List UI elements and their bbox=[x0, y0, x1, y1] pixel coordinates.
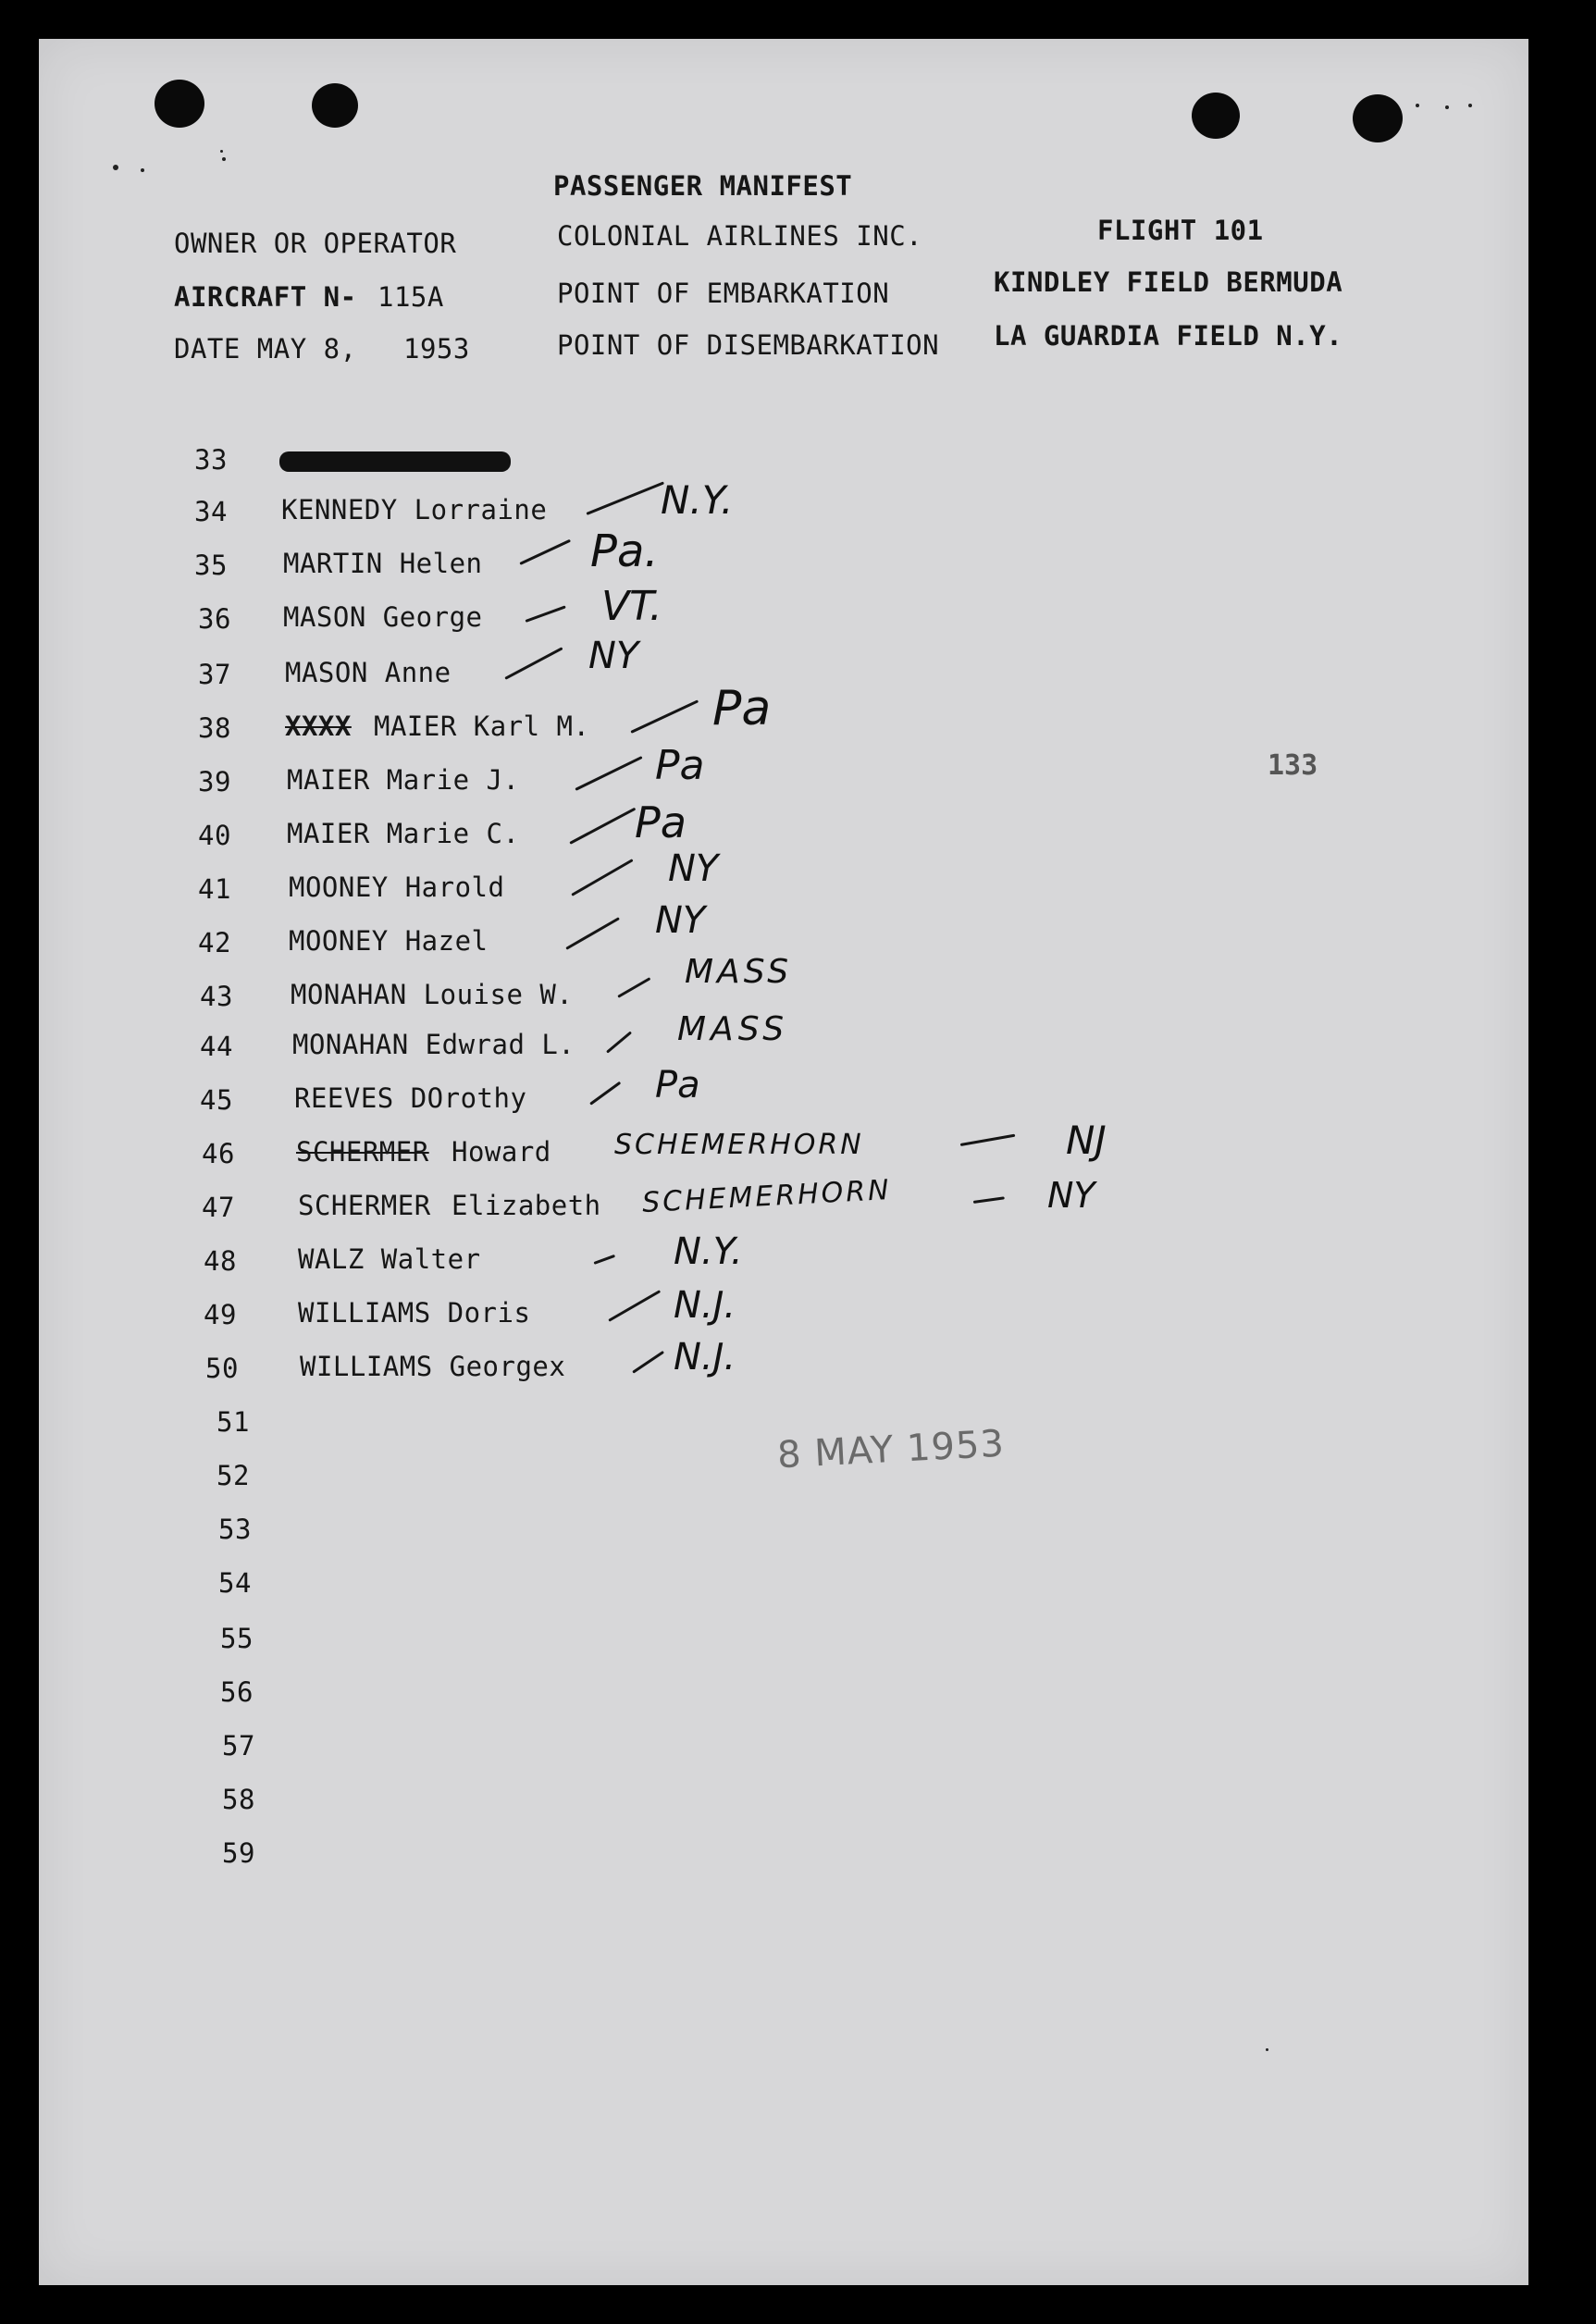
operator-name: COLONIAL AIRLINES INC. bbox=[557, 220, 923, 252]
passenger-given-name: Elizabeth bbox=[452, 1190, 601, 1221]
row-number: 39 bbox=[198, 766, 231, 797]
passenger-name: KENNEDY Lorraine bbox=[281, 494, 548, 525]
owner-label: OWNER OR OPERATOR bbox=[174, 228, 457, 259]
row-number: 50 bbox=[205, 1353, 239, 1384]
check-mark bbox=[632, 1351, 664, 1374]
embarkation-place: KINDLEY FIELD BERMUDA bbox=[994, 266, 1343, 298]
state-handwritten: Pa bbox=[655, 1064, 700, 1106]
passenger-name: WALZ Walter bbox=[298, 1243, 481, 1275]
state-handwritten: NJ bbox=[1066, 1118, 1107, 1163]
row-number: 55 bbox=[220, 1623, 254, 1654]
passenger-name: WILLIAMS Georgex bbox=[300, 1351, 566, 1382]
date-year: 1953 bbox=[403, 333, 470, 365]
punch-hole bbox=[1192, 93, 1240, 139]
state-handwritten: MASS bbox=[685, 953, 793, 991]
row-number: 58 bbox=[222, 1784, 255, 1815]
state-handwritten: N.J. bbox=[674, 1284, 736, 1327]
row-number: 49 bbox=[204, 1299, 237, 1330]
row-number: 52 bbox=[217, 1460, 250, 1491]
ink-speck bbox=[1416, 104, 1419, 107]
check-mark bbox=[569, 808, 636, 845]
check-mark bbox=[606, 1031, 632, 1053]
flight-number: FLIGHT 101 bbox=[1097, 215, 1264, 246]
passenger-given-name: Howard bbox=[452, 1136, 551, 1168]
dash-mark bbox=[960, 1134, 1016, 1146]
struck-surname: SCHERMER bbox=[298, 1190, 431, 1221]
state-handwritten: NY bbox=[1047, 1175, 1095, 1216]
punch-hole bbox=[155, 80, 204, 128]
passenger-name: MASON Anne bbox=[285, 657, 452, 688]
surname-correction: SCHEMERHORN bbox=[641, 1173, 893, 1220]
surname-correction: SCHEMERHORN bbox=[614, 1129, 864, 1161]
check-mark bbox=[589, 1082, 621, 1106]
row-number: 47 bbox=[202, 1192, 235, 1223]
passenger-name: MOONEY Hazel bbox=[289, 925, 489, 957]
state-handwritten: NY bbox=[588, 635, 639, 677]
passenger-name: MONAHAN Edwrad L. bbox=[292, 1029, 575, 1060]
ink-speck bbox=[222, 157, 226, 161]
check-mark bbox=[630, 699, 699, 734]
passenger-name: MOONEY Harold bbox=[289, 872, 505, 903]
check-mark bbox=[525, 605, 565, 623]
check-mark bbox=[617, 977, 650, 998]
state-handwritten: VT. bbox=[601, 583, 662, 630]
row-number: 46 bbox=[202, 1138, 235, 1169]
punch-hole bbox=[1353, 94, 1403, 142]
row-number: 34 bbox=[194, 496, 228, 527]
row-number: 38 bbox=[198, 712, 231, 744]
row-number: 44 bbox=[200, 1031, 233, 1062]
redaction-bar bbox=[279, 451, 511, 472]
ink-speck bbox=[1266, 2048, 1268, 2051]
ink-speck bbox=[220, 150, 223, 153]
state-handwritten: NY bbox=[655, 899, 706, 942]
state-handwritten: N.Y. bbox=[674, 1230, 743, 1273]
page-number: 133 bbox=[1268, 749, 1318, 782]
row-number: 45 bbox=[200, 1084, 233, 1116]
manifest-sheet bbox=[39, 39, 1528, 2285]
row-number: 43 bbox=[200, 981, 233, 1012]
passenger-name: MASON George bbox=[283, 601, 483, 633]
row-number: 48 bbox=[204, 1245, 237, 1277]
aircraft-label: AIRCRAFT N- bbox=[174, 281, 357, 313]
state-handwritten: MASS bbox=[677, 1010, 789, 1048]
row-number: 59 bbox=[222, 1837, 255, 1869]
date-stamp: 8 MAY 1953 bbox=[775, 1422, 1006, 1477]
row-number: 56 bbox=[220, 1676, 254, 1708]
row-number: 54 bbox=[218, 1567, 252, 1599]
row-number: 42 bbox=[198, 927, 231, 958]
passenger-name: MARTIN Helen bbox=[283, 548, 483, 579]
punch-hole bbox=[312, 83, 358, 128]
passenger-name: MAIER Karl M. bbox=[374, 711, 590, 742]
state-handwritten: N.Y. bbox=[661, 477, 734, 523]
disembarkation-place: LA GUARDIA FIELD N.Y. bbox=[994, 320, 1343, 352]
dash-mark bbox=[973, 1196, 1005, 1204]
ink-speck bbox=[141, 168, 144, 172]
ink-speck bbox=[1445, 105, 1449, 109]
check-mark bbox=[586, 481, 664, 514]
state-handwritten: N.J. bbox=[674, 1336, 736, 1378]
passenger-name: WILLIAMS Doris bbox=[298, 1297, 531, 1329]
row-number: 51 bbox=[217, 1406, 250, 1438]
passenger-name: REEVES DOrothy bbox=[294, 1082, 527, 1114]
check-mark bbox=[571, 859, 633, 896]
check-mark bbox=[519, 539, 571, 565]
state-handwritten: Pa bbox=[655, 742, 705, 789]
manifest-title: PASSENGER MANIFEST bbox=[553, 170, 853, 202]
state-handwritten: Pa. bbox=[590, 525, 659, 577]
embarkation-label: POINT OF EMBARKATION bbox=[557, 278, 890, 309]
passenger-name: MAIER Marie J. bbox=[287, 764, 520, 796]
state-handwritten: Pa bbox=[712, 681, 772, 736]
row-number: 35 bbox=[194, 550, 228, 581]
row-number: 37 bbox=[198, 659, 231, 690]
ink-speck bbox=[113, 165, 118, 170]
state-handwritten: NY bbox=[668, 847, 719, 890]
struck-prefix: XXXX bbox=[285, 711, 352, 742]
date-label: DATE MAY 8, bbox=[174, 333, 357, 365]
row-number: 33 bbox=[194, 444, 228, 476]
row-number: 53 bbox=[218, 1514, 252, 1545]
disembarkation-label: POINT OF DISEMBARKATION bbox=[557, 329, 940, 361]
check-mark bbox=[565, 917, 620, 950]
passenger-name: MONAHAN Louise W. bbox=[291, 979, 574, 1010]
state-handwritten: Pa bbox=[635, 797, 687, 847]
passenger-name: MAIER Marie C. bbox=[287, 818, 520, 849]
struck-surname: SCHERMER bbox=[296, 1136, 429, 1168]
check-mark bbox=[575, 756, 642, 791]
row-number: 40 bbox=[198, 820, 231, 851]
check-mark bbox=[504, 647, 563, 680]
check-mark bbox=[608, 1290, 661, 1322]
check-mark bbox=[593, 1255, 615, 1265]
row-number: 36 bbox=[198, 603, 231, 635]
aircraft-number: 115A bbox=[377, 281, 444, 313]
ink-speck bbox=[1468, 104, 1472, 107]
row-number: 57 bbox=[222, 1730, 255, 1762]
row-number: 41 bbox=[198, 873, 231, 905]
